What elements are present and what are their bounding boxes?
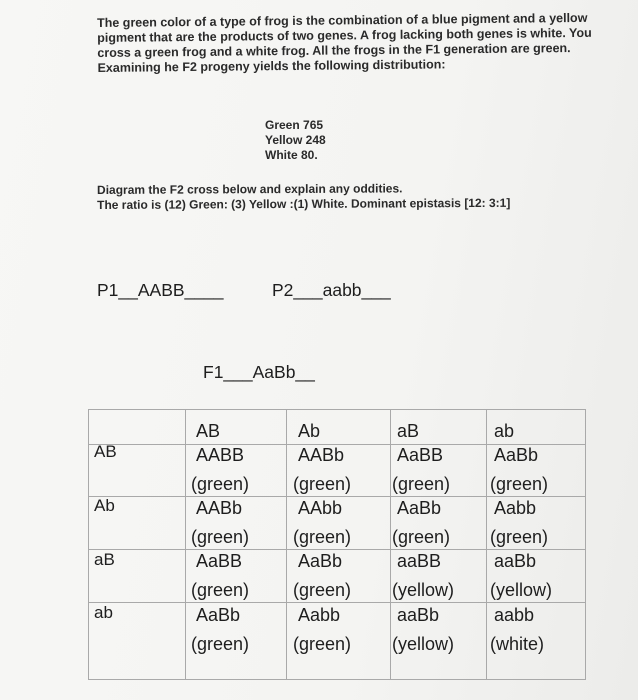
cell-genotype: AaBb (494, 445, 539, 465)
cell-phenotype: (green) (293, 474, 352, 494)
cell-phenotype: (yellow) (392, 580, 455, 600)
cell-phenotype: (green) (191, 634, 250, 654)
grid-line (585, 409, 586, 679)
cell-genotype: Aabb (494, 498, 537, 518)
grid-line (286, 409, 287, 679)
cell-genotype: AaBB (397, 445, 444, 465)
cell-phenotype: (yellow) (392, 634, 455, 654)
cell-phenotype: (green) (293, 527, 352, 547)
cell-phenotype: (green) (490, 474, 549, 494)
cell-genotype: AaBB (196, 551, 243, 571)
cell-genotype: AABb (196, 498, 243, 518)
cell-phenotype: (green) (392, 527, 451, 547)
cell-phenotype: (green) (293, 634, 352, 654)
cell-genotype: aabb (494, 605, 535, 625)
cell-phenotype: (green) (293, 580, 352, 600)
col-header-Ab: Ab (298, 421, 321, 441)
cell-genotype: AABb (298, 445, 345, 465)
grid-line (486, 409, 487, 679)
punnett-square (88, 409, 586, 679)
cell-phenotype: (green) (191, 580, 250, 600)
cell-genotype: aaBb (494, 551, 537, 571)
row-header-aB: aB (94, 550, 115, 569)
grid-line (88, 496, 586, 497)
cell-phenotype: (white) (490, 634, 545, 654)
grid-line (88, 679, 586, 680)
instructions (97, 181, 510, 213)
cell-genotype: AABB (196, 445, 245, 465)
cell-phenotype: (green) (392, 474, 451, 494)
col-header-ab: ab (494, 421, 515, 441)
p2-genotype: P2___aabb___ (272, 280, 391, 300)
cell-genotype: AAbb (298, 498, 343, 518)
cell-phenotype: (green) (191, 527, 250, 547)
cell-genotype: aaBB (397, 551, 442, 571)
cell-genotype: Aabb (298, 605, 341, 625)
cell-phenotype: (green) (490, 527, 549, 547)
col-header-aB: aB (397, 421, 420, 441)
grid-line (185, 409, 186, 679)
f1-genotype: F1___AaBb__ (203, 362, 315, 382)
problem-text: The green color of a type of frog is the combination of a blue pigment and a yellow pigment that are the products of two genes. A frog lacking both genes is white. You cross a green frog and a white frog. All the frogs in the F1 generation are green. Examining he F2 progeny yields the following distribution: (97, 10, 592, 75)
grid-line (88, 409, 586, 410)
instruction-line: Diagram the F2 cross below and explain any oddities. (97, 181, 403, 197)
cell-phenotype: (yellow) (490, 580, 553, 600)
row-header-Ab: Ab (94, 496, 115, 515)
cell-genotype: AaBb (196, 605, 241, 625)
cell-phenotype: (green) (191, 474, 250, 494)
cell-genotype: aaBb (397, 605, 440, 625)
row-header-AB: AB (94, 442, 117, 461)
grid-line (88, 602, 586, 603)
col-header-AB: AB (196, 421, 221, 441)
distribution-list (265, 118, 326, 163)
distribution-green: Green 765 (265, 118, 324, 132)
p1-genotype: P1__AABB____ (97, 280, 224, 300)
cell-genotype: AaBb (298, 551, 343, 571)
row-header-ab: ab (94, 603, 113, 622)
grid-line (390, 409, 391, 679)
distribution-white: White 80. (265, 148, 318, 162)
distribution-yellow: Yellow 248 (265, 133, 326, 147)
cell-genotype: AaBb (397, 498, 442, 518)
ratio-line: The ratio is (12) Green: (3) Yellow :(1) White. Dominant epistasis [12: 3:1] (97, 195, 511, 212)
grid-line (88, 549, 586, 550)
grid-line (88, 409, 89, 679)
